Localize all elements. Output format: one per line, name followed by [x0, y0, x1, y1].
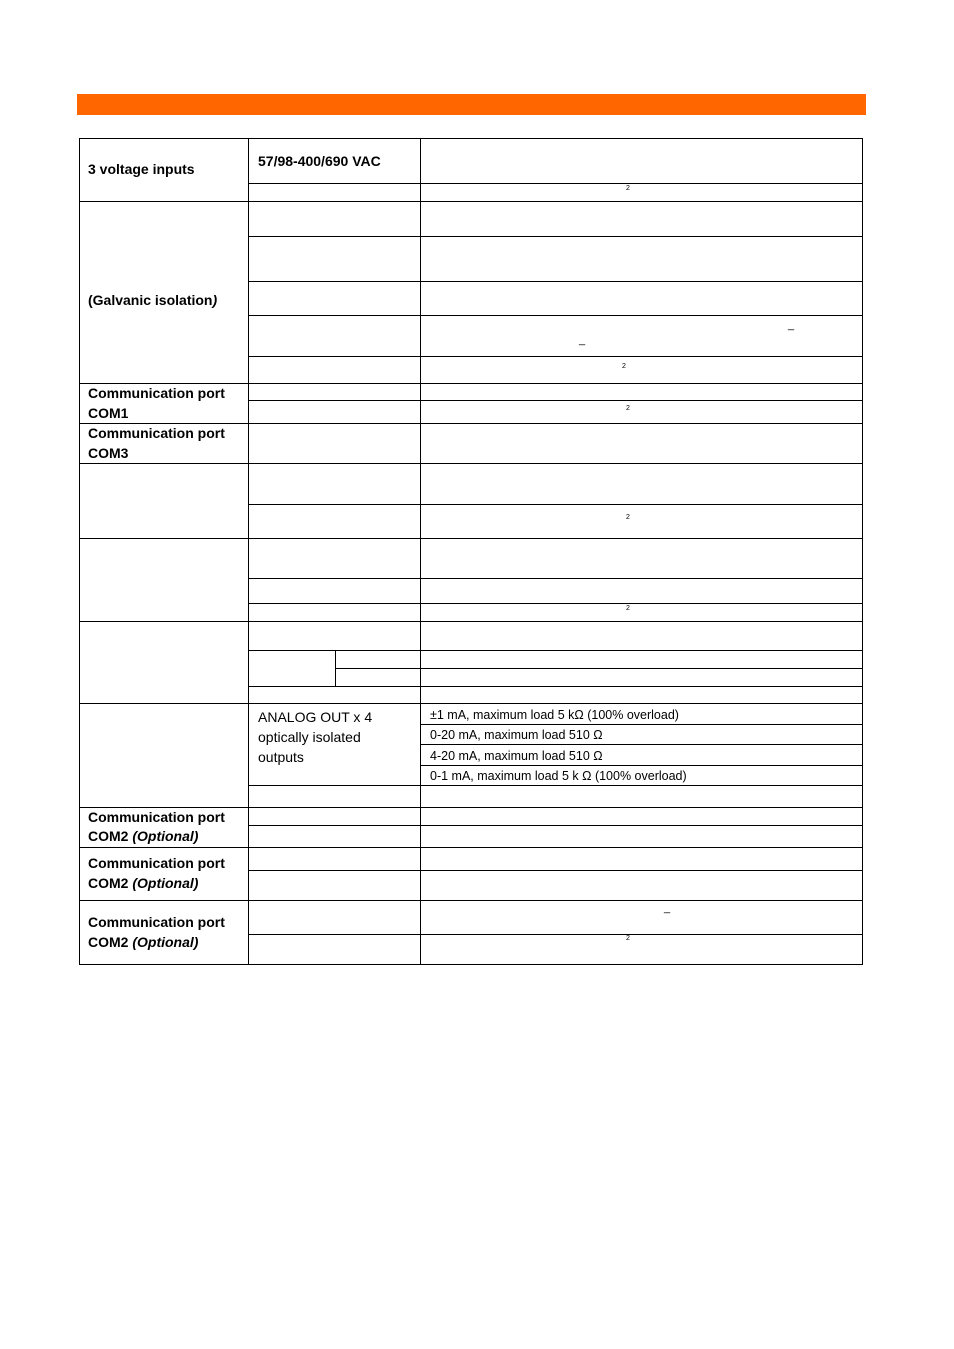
row-divider — [79, 538, 863, 539]
superscript-mark: 2 — [626, 935, 630, 942]
com2c-label-line2: COM2 (Optional) — [88, 934, 199, 950]
subrow-divider — [248, 825, 863, 826]
com2b-label-line1: Communication port — [88, 855, 225, 871]
com2b-label-line2: COM2 (Optional) — [88, 875, 199, 891]
row-divider — [79, 463, 863, 464]
specifications-table — [79, 138, 863, 965]
subrow-divider — [248, 356, 863, 357]
dash-mark: _ — [788, 319, 795, 331]
superscript-mark: 2 — [622, 363, 626, 370]
com1-label-line2: COM1 — [88, 405, 129, 421]
dash-mark: _ — [664, 902, 671, 914]
com3-label-line2: COM3 — [88, 445, 129, 461]
superscript-mark: 2 — [626, 185, 630, 192]
row-divider — [79, 703, 863, 704]
analog-output-spec-2: 0-20 mA, maximum load 510 Ω — [430, 728, 603, 742]
analog-out-desc-line3: outputs — [258, 749, 304, 765]
subrow-divider — [248, 603, 863, 604]
subrow-divider — [248, 400, 863, 401]
com1-label-line1: Communication port — [88, 385, 225, 401]
subrow-divider — [248, 578, 863, 579]
column-divider-2 — [420, 138, 421, 965]
subrow-divider — [248, 650, 863, 651]
row-divider — [79, 621, 863, 622]
subrow-divider — [248, 686, 863, 687]
table-border-left — [79, 138, 80, 965]
voltage-range-value: 57/98-400/690 VAC — [258, 153, 381, 169]
subrow-divider — [248, 504, 863, 505]
subrow-divider — [248, 236, 863, 237]
com3-label-line1: Communication port — [88, 425, 225, 441]
section-header-bar — [77, 94, 866, 115]
subrow-divider — [248, 934, 863, 935]
table-border-top — [79, 138, 863, 139]
analog-output-spec-3: 4-20 mA, maximum load 510 Ω — [430, 749, 603, 763]
subrow-divider — [248, 281, 863, 282]
subrow-divider — [248, 785, 863, 786]
subrow-divider — [248, 315, 863, 316]
table-border-bottom — [79, 964, 863, 965]
superscript-mark: 2 — [626, 514, 630, 521]
voltage-inputs-label: 3 voltage inputs — [88, 161, 195, 177]
subrow-divider — [335, 668, 863, 669]
row-divider — [79, 847, 863, 848]
superscript-mark: 2 — [626, 405, 630, 412]
table-border-right — [862, 138, 863, 965]
row-divider — [79, 900, 863, 901]
com2a-label-line1: Communication port — [88, 809, 225, 825]
column-divider-1 — [248, 138, 249, 965]
subrow-divider — [248, 870, 863, 871]
subrow-divider — [420, 724, 863, 725]
superscript-mark: 2 — [626, 605, 630, 612]
com2c-label-line1: Communication port — [88, 914, 225, 930]
row-divider — [79, 201, 863, 202]
subrow-divider — [248, 183, 863, 184]
analog-output-spec-1: ±1 mA, maximum load 5 kΩ (100% overload) — [430, 708, 679, 722]
com2a-label-line2: COM2 (Optional) — [88, 828, 199, 844]
dash-mark: _ — [579, 334, 586, 346]
subrow-divider — [420, 765, 863, 766]
subrow-divider — [420, 744, 863, 745]
galvanic-isolation-label: (Galvanic isolation) — [88, 292, 218, 308]
analog-output-spec-4: 0-1 mA, maximum load 5 k Ω (100% overload) — [430, 769, 687, 783]
analog-out-desc-line2: optically isolated — [258, 729, 361, 745]
analog-out-desc-line1: ANALOG OUT x 4 — [258, 709, 373, 725]
